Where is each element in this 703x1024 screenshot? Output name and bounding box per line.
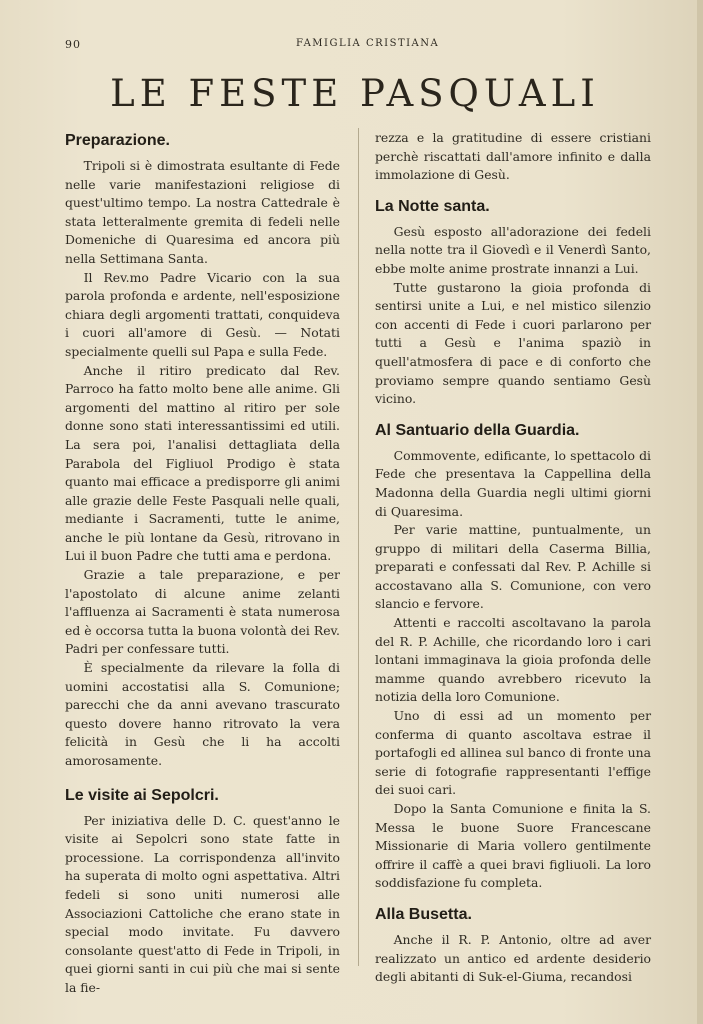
paragraph: Per varie mattine, puntualmente, un gruppo di militari della Caserma Billia, preparati e confessati dal Rev. P. Achille si accostavano alla S. Comunione, con vero slancio e fervore. (375, 522, 651, 612)
article-title: LE FESTE PASQUALI (110, 72, 600, 115)
paragraph: Grazie a tale preparazione, e per l'apostolato di alcune anime zelanti l'affluenza ai Sacramenti è stata numerosa ed è occorsa tutta la buona volontà dei Rev. Padri per confessare tutti. (65, 567, 340, 657)
journal-name: FAMIGLIA CRISTIANA (296, 38, 440, 49)
paragraph: Commovente, edificante, lo spettacolo di Fede che presentava la Cappellina della Madonna della Guardia negli ultimi giorni di Quaresima. (375, 447, 651, 519)
paragraph: È specialmente da rilevare la folla di uomini accostatisi alla S. Comunione; parecchi che da anni avevano trascurato questo dovere hanno ritrovato la vera felicità in Gesù che li ha accolti amorosamente. (65, 660, 340, 768)
paragraph: Attenti e raccolti ascoltavano la parola del R. P. Achille, che ricordando loro i cari lontani immaginava la gioia profonda delle mamme quando avrebbero ricevuto la notizia della loro Comunione. (375, 615, 651, 705)
running-head (0, 38, 703, 52)
section-heading-busetta: Alla Busetta. (375, 905, 472, 923)
paragraph-continuation: rezza e la gratitudine di essere cristiani perchè riscattati dall'amore infinito e dalla immolazione di Gesù. (375, 130, 651, 183)
section-heading-sepolcri: Le visite ai Sepolcri. (65, 786, 219, 804)
paragraph: Dopo la Santa Comunione e finita la S. Messa le buone Suore Francescane Missionarie di Maria vollero gentilmente offrire il caffè a quei bravi figliuoli. La loro soddisfazione fu completa. (375, 801, 651, 891)
page-edge (697, 0, 703, 1024)
paragraph: Tripoli si è dimostrata esultante di Fede nelle varie manifestazioni religiose di quest'ultimo tempo. La nostra Cattedrale è stata letteralmente gremita di fedeli nelle Domeniche di Quaresima ed ancora più nella Settimana Santa. (65, 158, 340, 266)
paragraph: Gesù esposto all'adorazione dei fedeli nella notte tra il Giovedì e il Venerdì Santo, ebbe molte anime prostrate innanzi a Lui. (375, 223, 651, 276)
section-heading-guardia: Al Santuario della Guardia. (375, 421, 580, 439)
section-heading-preparazione: Preparazione. (65, 132, 170, 149)
paragraph: Tutte gustarono la gioia profonda di sentirsi unite a Lui, e nel mistico silenzio con accenti di Fede i cuori parlarono per tutti a Gesù e l'anima spaziò in quell'atmosfera di pace e di conforto che proviamo sempre quando sentiamo Gesù vicino. (375, 279, 651, 407)
column-divider (358, 128, 359, 966)
section-heading-notte-santa: La Notte santa. (375, 197, 490, 215)
page-number: 90 (65, 38, 81, 51)
paragraph: Anche il ritiro predicato dal Rev. Parroco ha fatto molto bene alle anime. Gli argomenti del mattino al ritiro per sole donne sono stati interessantissimi ed utili. La sera poi, l'analisi dettagliata della Parabola del Figliuol Prodigo è stata quanto mai efficace a predisporre gli animi alle grazie delle Feste Pasquali nelle quali, mediante i Sacramenti, tutte le anime, anche le più lontane da Gesù, ritrovano in Lui il buon Padre che tutti ama e perdona. (65, 362, 340, 564)
paragraph: Per iniziativa delle D. C. quest'anno le visite ai Sepolcri sono state fatte in processione. La corrispondenza all'invito ha superata di molto ogni aspettativa. Altri fedeli si sono uniti numerosi alle Associazioni Cattoliche che erano state in special modo invitate. Fu davvero consolante quest'atto di Fede in Tripoli, in quei giorni santi in cui più che mai si sente la fie- (65, 812, 340, 995)
right-column (375, 129, 651, 987)
paragraph: Il Rev.mo Padre Vicario con la sua parola profonda e ardente, nell'esposizione chiara degli argomenti trattati, conquideva i cuori all'amore di Gesù. — Notati specialmente quelli sul Papa e sulla Fede. (65, 269, 340, 359)
paragraph: Anche il R. P. Antonio, oltre ad aver realizzato un antico ed ardente desiderio degli abitanti di Suk-el-Giuma, recandosi (375, 931, 651, 985)
paragraph: Uno di essi ad un momento per conferma di quanto ascoltava estrae il portafogli ed allinea sul banco di fronte una serie di fotografie rappresentanti l'effige dei suoi cari. (375, 708, 651, 798)
left-column (65, 130, 340, 998)
